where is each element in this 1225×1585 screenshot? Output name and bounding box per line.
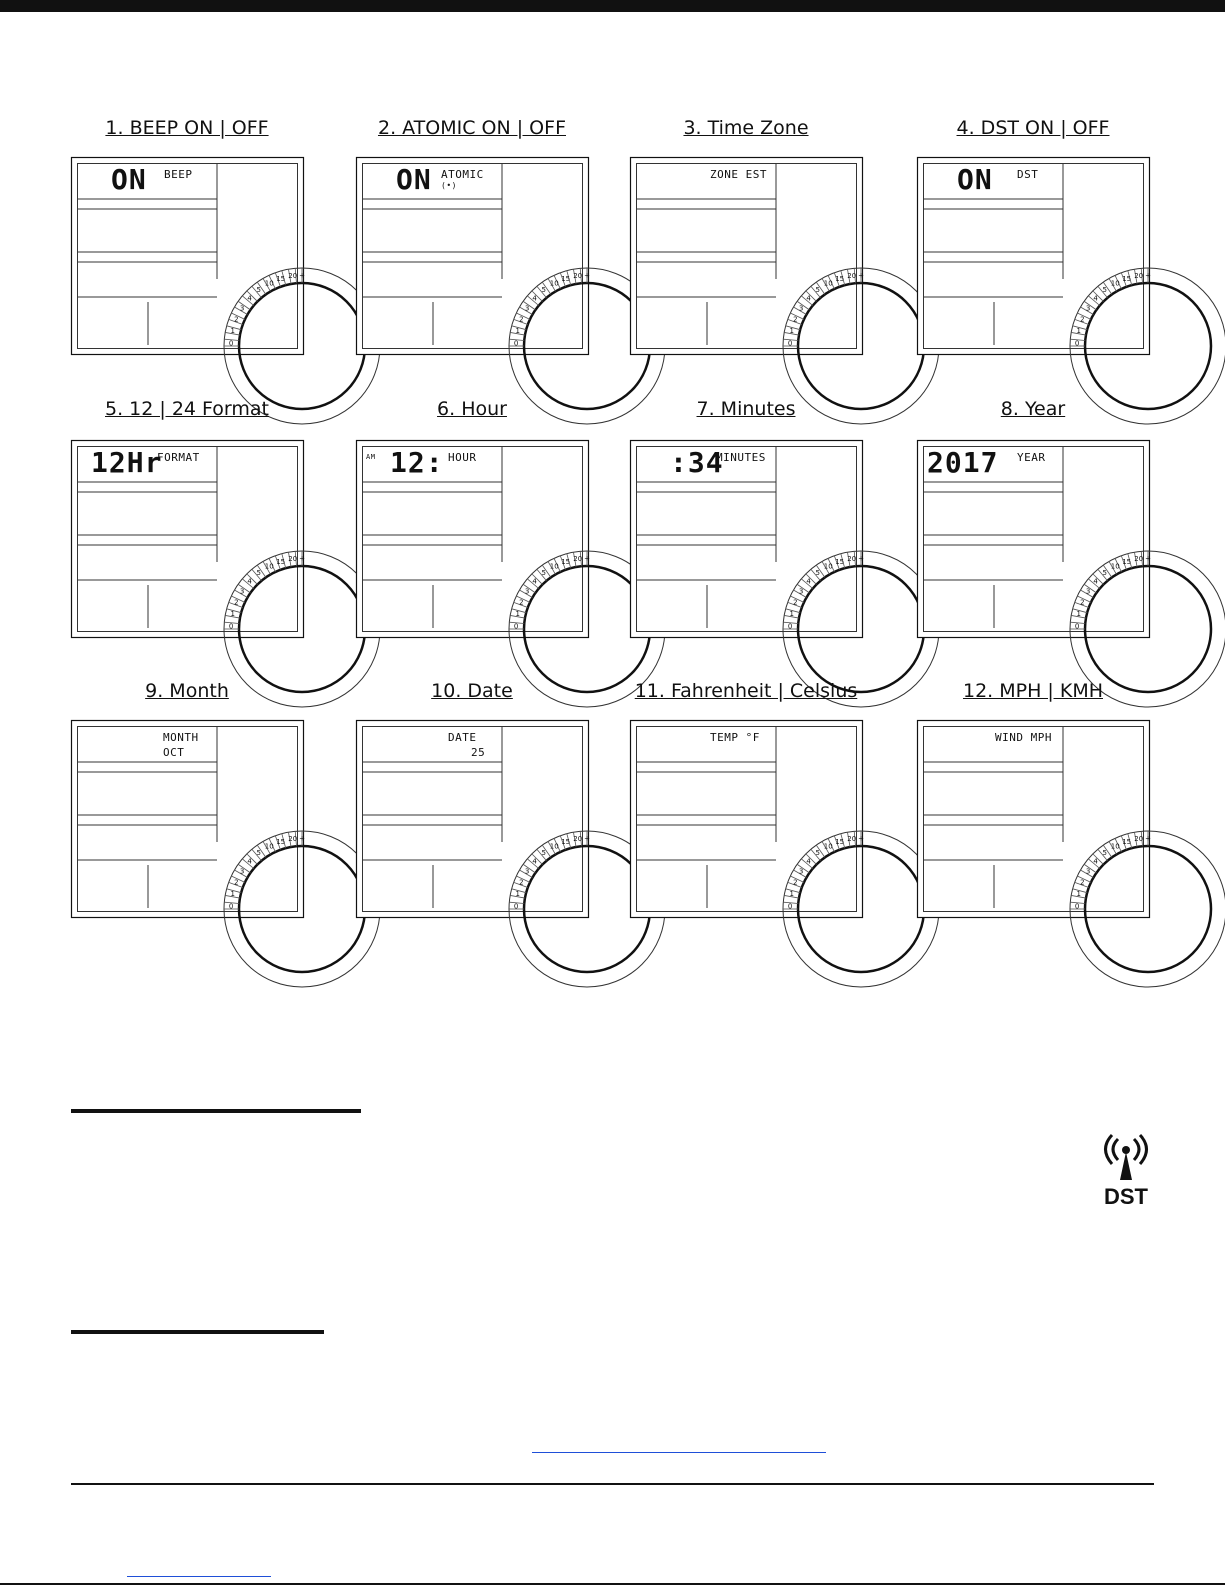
dial-tick-label: + [299,554,305,563]
dial-tick-label: 15 [276,557,286,566]
panel-title: 1. BEEP ON | OFF [105,117,269,139]
dial-tick-label: 3 [1085,304,1091,313]
dial-tick-label: 20 [1134,555,1144,564]
dial-tick-label: 15 [561,274,571,283]
lcd-setting-label: DATE [448,731,477,744]
dial-tick-label: 4 [247,857,252,866]
footer-rule [71,1483,1154,1485]
dial-tick-label: + [584,554,590,563]
lcd-setting-label: MINUTES [716,451,766,464]
dial-tick-label: 3 [798,304,804,313]
lcd-main-value: 12Hr [91,446,163,479]
lcd-setting-value: OCT [163,746,185,759]
dial-tick-label: 3 [524,587,530,596]
dial-tick-label: 2 [234,878,239,887]
dial-tick-label: 2 [793,598,798,607]
panel-title: 11. Fahrenheit | Celsius [634,680,858,702]
dial-tick-label: 15 [835,274,845,283]
lcd-display-panel [71,440,304,638]
dial-tick-label: 10 [264,562,274,571]
dial-tick-label: 1 [789,327,794,336]
lcd-display-panel [630,157,863,355]
dial-tick-label: 5 [815,849,821,858]
footer-link-underline[interactable] [127,1576,271,1577]
dial-tick-label: 20 [573,555,583,564]
dial-tick-label: 10 [264,842,274,851]
lcd-setting-label: HOUR [448,451,477,464]
dial-tick-label: 2 [793,878,798,887]
dial-tick-label: 20 [288,835,298,844]
dial-tick-label: 1 [515,890,520,899]
dial-tick-label: 5 [1102,286,1108,295]
dial-tick-label: 10 [1110,279,1120,288]
dial-tick-label: 0 [1074,622,1080,631]
dial-tick-label: + [1145,271,1151,280]
panel-title: 9. Month [145,680,229,702]
dial-tick-label: 10 [264,279,274,288]
dial-tick-label: 1 [515,327,520,336]
dial-tick-label: 0 [228,902,234,911]
dial-tick-label: 0 [228,339,234,348]
lcd-main-value: :34 [670,446,724,479]
dial-tick-label: 4 [532,577,537,586]
section-heading-rule [71,1330,324,1334]
am-pm-indicator: AM [366,453,376,461]
lcd-setting-label: ATOMIC [441,168,484,181]
lcd-frame [630,440,863,638]
dial-tick-label: 4 [1093,577,1098,586]
dial-tick-label: + [1145,834,1151,843]
lcd-setting-label: WIND MPH [995,731,1052,744]
panel-title: 12. MPH | KMH [962,680,1103,702]
dial-tick-label: 20 [1134,835,1144,844]
dial-tick-label: 3 [1085,867,1091,876]
lcd-main-value: 2017 [927,446,999,479]
dial-tick-label: 20 [847,272,857,281]
dial-tick-label: 4 [1093,857,1098,866]
dial-tick-label: 15 [276,837,286,846]
dial-tick-label: 4 [532,294,537,303]
dial-tick-label: 5 [256,286,262,295]
link-underline[interactable] [532,1452,826,1453]
dial-tick-label: 4 [247,577,252,586]
lcd-setting-label: TEMP °F [710,731,760,744]
dial-tick-label: 0 [513,622,519,631]
dial-tick-label: 15 [1122,557,1132,566]
dial-tick-label: 20 [847,555,857,564]
lcd-setting-label: MONTH [163,731,199,744]
dial-tick-label: 3 [1085,587,1091,596]
dial-tick-label: 20 [1134,272,1144,281]
dial-tick-label: 4 [806,577,811,586]
dial-tick-label: 2 [519,598,524,607]
dial-tick-label: 4 [532,857,537,866]
dial-tick-label: 15 [561,557,571,566]
panel-title: 8. Year [1000,398,1066,420]
dial-tick-label: 3 [524,867,530,876]
lcd-setting-label: BEEP [164,168,193,181]
lcd-display-panel [917,440,1150,638]
dial-tick-label: 10 [1110,562,1120,571]
panel-title: 4. DST ON | OFF [956,117,1110,139]
dial-tick-label: 0 [513,902,519,911]
dial-tick-label: 0 [787,339,793,348]
lcd-main-value: ON [111,163,147,196]
dial-tick-label: 4 [806,857,811,866]
dial-tick-label: 1 [789,610,794,619]
dial-tick-label: 0 [513,339,519,348]
lcd-setting-label: FORMAT [157,451,200,464]
dst-atomic-badge [1096,1134,1156,1214]
dial-tick-label: 15 [1122,274,1132,283]
dial-tick-label: 0 [787,902,793,911]
dial-tick-label: 5 [1102,569,1108,578]
dial-tick-label: 2 [234,315,239,324]
lcd-display-panel [917,157,1150,355]
lcd-frame [356,157,589,355]
dial-tick-label: 15 [1122,837,1132,846]
lcd-frame [917,157,1150,355]
dial-tick-label: 2 [234,598,239,607]
dial-tick-label: 2 [519,315,524,324]
dial-tick-label: 4 [247,294,252,303]
dial-tick-label: 15 [561,837,571,846]
dial-tick-label: 10 [549,562,559,571]
dial-tick-label: 3 [798,587,804,596]
dial-tick-label: 0 [787,622,793,631]
lcd-frame [71,157,304,355]
dial-tick-label: 10 [1110,842,1120,851]
lcd-setting-label: YEAR [1017,451,1046,464]
dial-tick-label: 20 [288,555,298,564]
top-border [0,0,1225,12]
dial-tick-label: 4 [806,294,811,303]
dial-tick-label: 10 [549,279,559,288]
lcd-display-panel [356,157,589,355]
lcd-main-value: ON [957,163,993,196]
dial-tick-label: 1 [230,610,235,619]
panel-title: 3. Time Zone [683,117,809,139]
lcd-display-panel [71,157,304,355]
lcd-setting-label: ZONE EST [710,168,767,181]
panel-title: 6. Hour [437,398,507,420]
dial-tick-label: 10 [823,279,833,288]
dial-tick-label: 5 [256,849,262,858]
dial-tick-label: 1 [1076,610,1081,619]
panel-title: 10. Date [431,680,513,702]
lcd-main-value: ON [396,163,432,196]
lcd-display-panel [630,720,863,918]
dial-tick-label: 5 [1102,849,1108,858]
dial-tick-label: 10 [549,842,559,851]
dial-tick-label: 15 [835,837,845,846]
dial-tick-label: + [858,271,864,280]
lcd-frame [71,720,304,918]
dial-tick-label: 2 [1080,598,1085,607]
dial-tick-label: 5 [541,569,547,578]
dial-tick-label: 0 [1074,902,1080,911]
dial-tick-label: 2 [519,878,524,887]
dial-tick-label: + [858,834,864,843]
lcd-display-panel [630,440,863,638]
dial-tick-label: 3 [798,867,804,876]
dial-tick-label: 2 [1080,315,1085,324]
dial-tick-label: 3 [239,304,245,313]
lcd-display-panel [917,720,1150,918]
dial-tick-label: 20 [573,835,583,844]
dial-tick-label: 20 [847,835,857,844]
dial-tick-label: 4 [1093,294,1098,303]
dial-tick-label: + [299,271,305,280]
dial-tick-label: + [584,271,590,280]
dial-tick-label: + [584,834,590,843]
panel-title: 5. 12 | 24 Format [105,398,269,420]
dial-tick-label: + [858,554,864,563]
dial-tick-label: 5 [541,286,547,295]
dial-tick-label: 20 [573,272,583,281]
lcd-frame [630,720,863,918]
lcd-setting-label: DST [1017,168,1039,181]
dial-tick-label: 1 [230,327,235,336]
dial-tick-label: 1 [230,890,235,899]
dial-tick-label: 10 [823,562,833,571]
dial-tick-label: 1 [1076,890,1081,899]
dial-tick-label: 5 [815,569,821,578]
dial-tick-label: 15 [835,557,845,566]
dial-tick-label: 1 [789,890,794,899]
lcd-display-panel [356,440,589,638]
dial-tick-label: 1 [515,610,520,619]
panel-title: 7. Minutes [696,398,796,420]
dial-tick-label: 15 [276,274,286,283]
section-heading-rule [71,1109,361,1113]
dial-tick-label: 2 [1080,878,1085,887]
atomic-signal-icon: (•) [441,181,457,190]
dst-label: DST [1104,1184,1148,1209]
lcd-frame [917,720,1150,918]
lcd-frame [630,157,863,355]
dial-tick-label: 0 [228,622,234,631]
dial-tick-label: 5 [256,569,262,578]
dial-tick-label: 0 [1074,339,1080,348]
atomic-signal-icon [1096,1134,1156,1184]
dial-tick-label: 5 [815,286,821,295]
lcd-display-panel [356,720,589,918]
dial-tick-label: 5 [541,849,547,858]
lcd-setting-value: 25 [471,746,486,759]
dial-tick-label: 2 [793,315,798,324]
dial-tick-label: 3 [239,587,245,596]
dial-tick-label: 3 [239,867,245,876]
dial-tick-label: + [1145,554,1151,563]
dial-tick-label: 1 [1076,327,1081,336]
dial-tick-label: + [299,834,305,843]
lcd-display-panel [71,720,304,918]
dial-tick-label: 3 [524,304,530,313]
dial-tick-label: 10 [823,842,833,851]
panel-title: 2. ATOMIC ON | OFF [377,117,566,139]
lcd-main-value: 12: [390,446,444,479]
dial-tick-label: 20 [288,272,298,281]
